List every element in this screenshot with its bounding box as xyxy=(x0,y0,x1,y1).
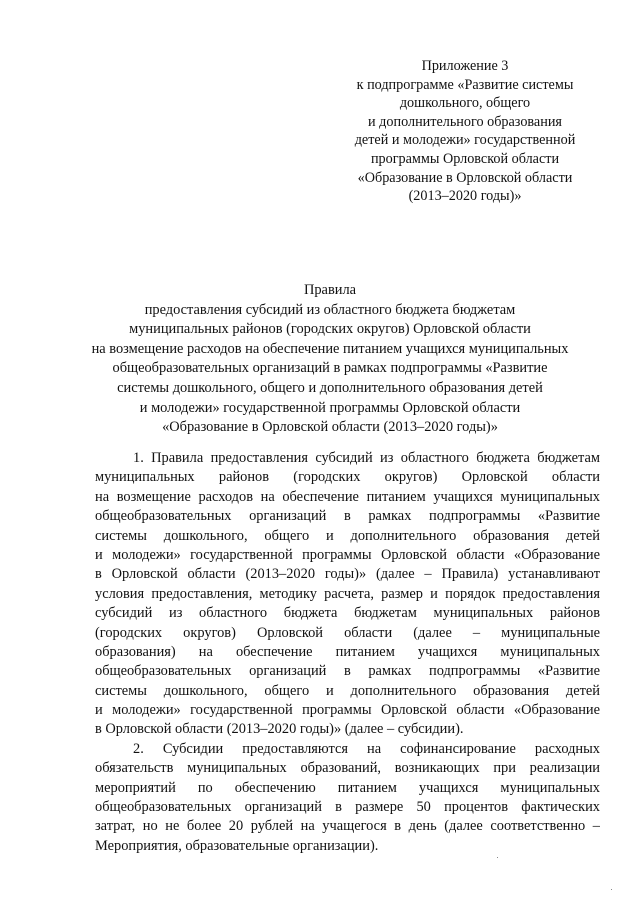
appendix-line: программы Орловской области xyxy=(370,150,560,167)
paragraph-line: и молодежи» государственной программы Орловской области «Образование xyxy=(95,546,600,563)
appendix-line: к подпрограмме «Развитие системы xyxy=(356,76,574,93)
title-line: на возмещение расходов на обеспечение питанием учащихся муниципальных xyxy=(91,340,569,357)
paragraph-line: в Орловской области (2013–2020 годы)» (далее – субсидии). xyxy=(95,721,464,738)
paragraph-line: общеобразовательных организаций в размере 50 процентов фактических xyxy=(95,799,600,816)
paragraph-2 xyxy=(95,740,600,856)
paragraph-line: муниципальных районов (городских округов) Орловской области xyxy=(95,469,600,486)
paragraph-1 xyxy=(95,449,600,740)
appendix-line: Приложение 3 xyxy=(421,58,509,74)
paragraph-line: условия предоставления, методику расчета, размер и порядок предоставления xyxy=(95,585,600,602)
scan-speck xyxy=(611,889,612,890)
appendix-line: «Образование в Орловской области xyxy=(357,169,573,186)
appendix-line: детей и молодежи» государственной xyxy=(354,132,576,149)
title-line: общеобразовательных организаций в рамках подпрограммы «Развитие xyxy=(112,360,548,377)
appendix-header xyxy=(340,57,590,206)
paragraph-line: (городских округов) Орловской области (далее – муниципальные xyxy=(95,624,600,641)
paragraph-line: на возмещение расходов на обеспечение питанием учащихся муниципальных xyxy=(95,488,600,505)
appendix-line: и дополнительного образования xyxy=(368,113,562,130)
title-line: предоставления субсидий из областного бюджета бюджетам xyxy=(144,301,516,318)
title-line: и молодежи» государственной программы Орловской области xyxy=(139,399,521,416)
paragraph-line: обязательств муниципальных образований, возникающих при реализации xyxy=(95,760,600,777)
title-line: системы дошкольного, общего и дополнительного образования детей xyxy=(117,379,543,396)
paragraph-line: 1. Правила предоставления субсидий из областного бюджета бюджетам xyxy=(133,450,600,466)
paragraph-line: системы дошкольного, общего и дополнительного образования детей xyxy=(95,527,600,544)
paragraph-line: 2. Субсидии предоставляются на софинансирование расходных xyxy=(133,740,600,757)
title-line: муниципальных районов (городских округов) Орловской области xyxy=(129,321,531,338)
paragraph-line: общеобразовательных организаций в рамках подпрограммы «Развитие xyxy=(95,508,600,525)
paragraph-line: в Орловской области (2013–2020 годы)» (далее – Правила) устанавливают xyxy=(95,566,600,583)
document-title xyxy=(60,281,600,438)
appendix-line: дошкольного, общего xyxy=(399,95,531,112)
paragraph-line: Мероприятия, образовательные организации). xyxy=(95,837,379,854)
paragraph-line: мероприятий по обеспечению питанием учащихся муниципальных xyxy=(95,779,600,796)
paragraph-line: общеобразовательных организаций в рамках подпрограммы «Развитие xyxy=(95,663,600,680)
document-body xyxy=(95,449,600,856)
paragraph-line: затрат, но не более 20 рублей на учащегося в день (далее соответственно – xyxy=(95,818,600,835)
title-line: «Образование в Орловской области (2013–2020 годы)» xyxy=(162,419,498,436)
appendix-line: (2013–2020 годы)» xyxy=(408,188,522,205)
scan-speck xyxy=(497,857,498,858)
title-heading: Правила xyxy=(303,282,357,298)
paragraph-line: и молодежи» государственной программы Орловской области «Образование xyxy=(95,702,600,719)
paragraph-line: системы дошкольного, общего и дополнительного образования детей xyxy=(95,682,600,699)
paragraph-line: образования) на обеспечение питанием учащихся муниципальных xyxy=(95,643,600,660)
paragraph-line: субсидий из областного бюджета бюджетам муниципальных районов xyxy=(95,605,600,622)
